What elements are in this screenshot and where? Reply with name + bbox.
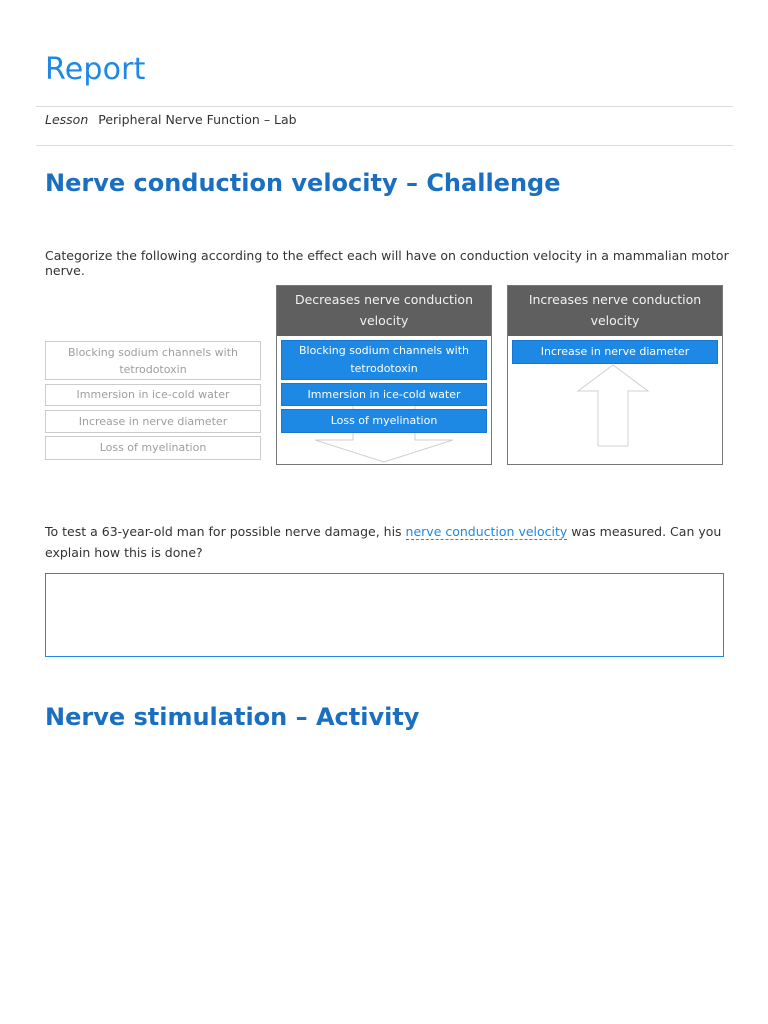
lesson-breadcrumb — [45, 112, 297, 127]
placed-item-nerve-diameter[interactable]: Increase in nerve diameter — [512, 340, 718, 364]
source-item-nerve-diameter[interactable]: Increase in nerve diameter — [45, 410, 261, 433]
lesson-label: Lesson — [45, 112, 89, 127]
category-decreases-dropzone[interactable] — [276, 285, 492, 465]
instruction-text: Categorize the following according to the effect each will have on conduction velocity in a mammalian motor nerve. — [45, 248, 729, 278]
source-item-tetrodotoxin[interactable]: Blocking sodium channels with tetrodotoxin — [45, 341, 261, 380]
glossary-term-link[interactable]: nerve conduction velocity — [405, 524, 568, 539]
question-text-start: To test a 63-year-old man for possible nerve damage, his — [45, 524, 406, 539]
question-text — [45, 521, 725, 563]
header-divider-top — [36, 106, 733, 107]
category-increases-header: Increases nerve conduction velocity — [508, 286, 722, 336]
report-title: Report — [45, 52, 146, 87]
answer-textarea[interactable] — [45, 573, 724, 657]
source-item-ice-water[interactable]: Immersion in ice-cold water — [45, 384, 261, 406]
question-text-end: was measured. Can you explain how this is done? — [45, 524, 722, 560]
category-decreases-header: Decreases nerve conduction velocity — [277, 286, 491, 336]
header-divider-bottom — [36, 145, 733, 146]
placed-item-ice-water[interactable]: Immersion in ice-cold water — [281, 383, 487, 406]
lesson-name: Peripheral Nerve Function – Lab — [98, 112, 297, 127]
placed-item-myelination[interactable]: Loss of myelination — [281, 409, 487, 433]
placed-item-tetrodotoxin[interactable]: Blocking sodium channels with tetrodotoxin — [281, 340, 487, 380]
category-increases-dropzone[interactable] — [507, 285, 723, 465]
section-title-challenge: Nerve conduction velocity – Challenge — [45, 169, 561, 197]
section-title-activity: Nerve stimulation – Activity — [45, 703, 420, 731]
source-item-myelination[interactable]: Loss of myelination — [45, 436, 261, 460]
